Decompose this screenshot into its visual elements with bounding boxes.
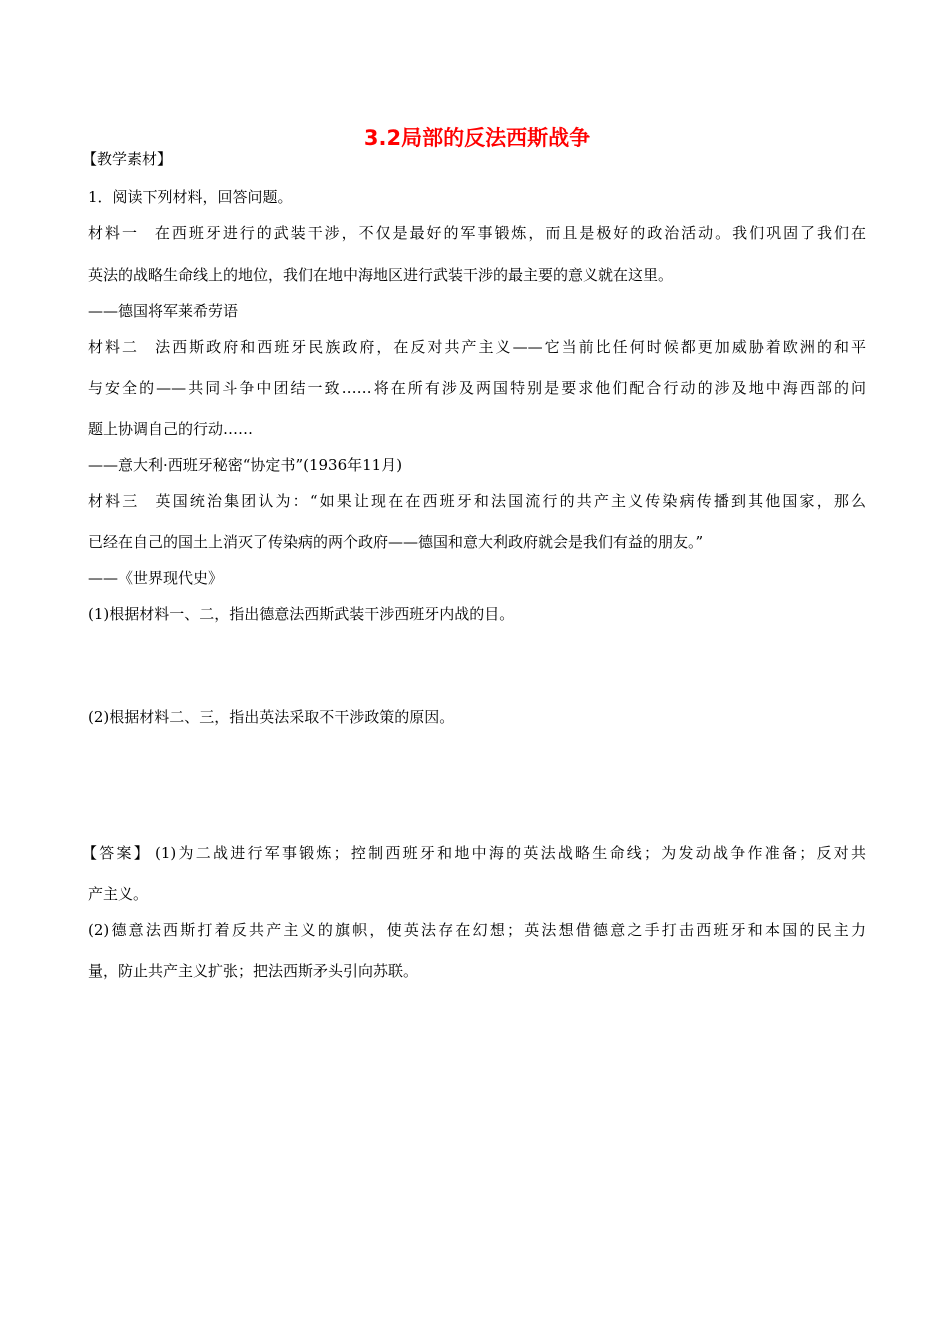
answer-label: 【答案】 [82,844,151,862]
material2-line3: 题上协调自己的行动…… [88,420,254,438]
answer-1-line2: 产主义。 [88,885,149,903]
material1-source: ——德国将军莱希劳语 [88,302,239,320]
answer-line1 [82,842,866,864]
section-label [82,148,866,170]
sub-question-2: (2)根据材料二、三，指出英法采取不干涉政策的原因。 [88,708,455,726]
material3-line1 [88,490,866,512]
material1-line1 [88,222,866,244]
sub-question-1: (1)根据材料一、二，指出德意法西斯武装干涉西班牙内战的目。 [88,605,515,623]
material1-line2: 英法的战略生命线上的地位，我们在地中海地区进行武装干涉的最主要的意义就在这里。 [88,266,674,284]
material2-line1 [88,336,866,358]
answer-1-text-1: (1)为二战进行军事锻炼；控制西班牙和地中海的英法战略生命线；为发动战争作准备；反对共 [154,844,866,862]
answer-2-line2: 量，防止共产主义扩张；把法西斯矛头引向苏联。 [88,962,419,980]
section-label-text: 【教学素材】 [82,150,173,168]
material3-text-1: 英国统治集团认为：“如果让现在在西班牙和法国流行的共产主义传染病传播到其他国家，那么 [153,492,866,510]
material3-source: ——《世界现代史》 [88,569,224,587]
material2-label: 材料二 [88,338,140,356]
answer-2-line1: (2)德意法西斯打着反共产主义的旗帜，使英法存在幻想；英法想借德意之手打击西班牙和本国的民主力 [88,921,866,939]
material2-source: ——意大利·西班牙秘密“协定书”(1936年11月) [88,456,403,474]
material2-text-1: 法西斯政府和西班牙民族政府，在反对共产主义——它当前比任何时候都更加威胁着欧洲的和平 [153,338,866,356]
material3-label: 材料三 [88,492,140,510]
page-title: 3.2局部的反法西斯战争 [363,126,591,150]
material1-text-1: 在西班牙进行的武装干涉，不仅是最好的军事锻炼，而且是极好的政治活动。我们巩固了我们在 [152,224,866,242]
material3-line2: 已经在自己的国土上消灭了传染病的两个政府——德国和意大利政府就会是我们有益的朋友。” [88,533,704,551]
question-intro: 1．阅读下列材料，回答问题。 [88,188,293,206]
material1-label: 材料一 [88,224,139,242]
material2-line2: 与安全的——共同斗争中团结一致……将在所有涉及两国特别是要求他们配合行动的涉及地中海西部的问 [88,379,866,397]
